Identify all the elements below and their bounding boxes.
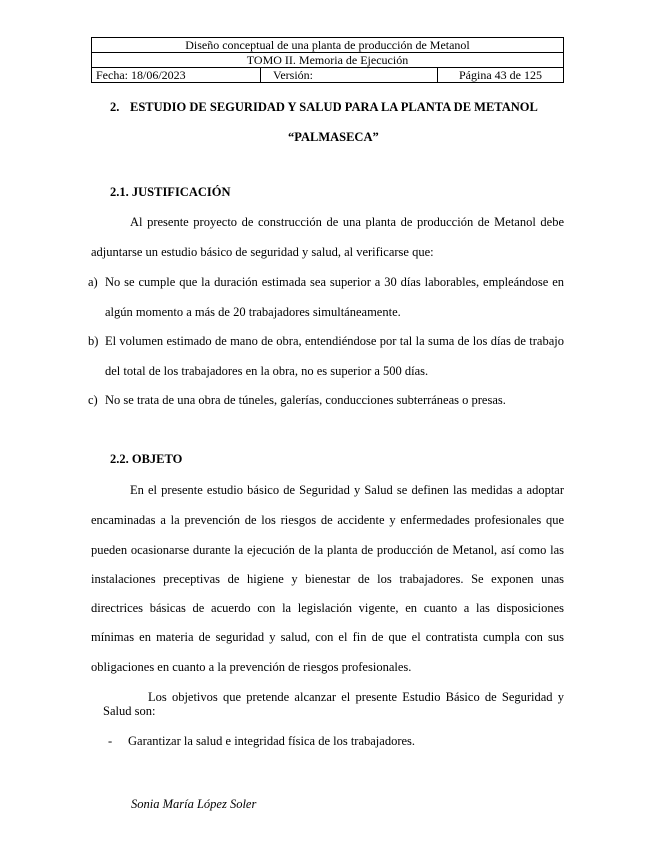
- bullet-item: Garantizar la salud e integridad física de los trabajadores.: [128, 734, 416, 748]
- header-date: Fecha: 18/06/2023: [92, 68, 261, 83]
- footer-author: Sonia María López Soler: [131, 797, 257, 811]
- list-item-a-line1: No se cumple que la duración estimada sea superior a 30 días laborables, empleándose en: [105, 275, 564, 289]
- list-item-a-line2: algún momento a más de 20 trabajadores simultáneamente.: [105, 305, 401, 319]
- section-title-line1: ESTUDIO DE SEGURIDAD Y SALUD PARA LA PLANTA DE METANOL: [130, 100, 538, 114]
- objeto-line: encaminadas a la prevención de los riesgos de accidente y enfermedades profesionales que: [91, 513, 564, 527]
- section-number: 2.: [110, 100, 120, 114]
- list-marker-b: b): [88, 334, 99, 348]
- justificacion-intro-line1: Al presente proyecto de construcción de una planta de producción de Metanol debe: [130, 215, 564, 229]
- objeto-line: En el presente estudio básico de Seguridad y Salud se definen las medidas a adoptar: [130, 483, 564, 497]
- objeto-line: pueden ocasionarse durante la ejecución de la planta de producción de Metanol, así como las: [91, 543, 564, 557]
- objeto-line: directrices básicas de acuerdo con la legislación vigente, en cuanto a las disposiciones: [91, 601, 564, 615]
- list-item-b-line1: El volumen estimado de mano de obra, entendiéndose por tal la suma de los días de trabajo: [105, 334, 564, 348]
- objectives-line2: Salud son:: [103, 704, 156, 718]
- objeto-line: instalaciones preceptivas de higiene y bienestar de los trabajadores. Se exponen unas: [91, 572, 564, 586]
- objectives-line1: Los objetivos que pretende alcanzar el presente Estudio Básico de Seguridad y: [148, 690, 564, 704]
- document-header: [91, 37, 564, 83]
- list-item-b-line2: del total de los trabajadores en la obra, no es superior a 500 días.: [105, 364, 429, 378]
- section-title-line2: “PALMASECA”: [288, 130, 379, 144]
- header-page: Página 43 de 125: [438, 68, 564, 83]
- justificacion-intro-line2: adjuntarse un estudio básico de seguridad y salud, al verificarse que:: [91, 245, 434, 259]
- header-title: Diseño conceptual de una planta de producción de Metanol: [92, 38, 564, 53]
- header-volume: TOMO II. Memoria de Ejecución: [92, 53, 564, 68]
- justificacion-heading: 2.1. JUSTIFICACIÓN: [110, 185, 231, 199]
- objeto-heading: 2.2. OBJETO: [110, 452, 183, 466]
- list-marker-a: a): [88, 275, 98, 289]
- bullet-marker: -: [108, 734, 113, 748]
- objeto-line: mínimas en materia de seguridad y salud, con el fin de que el contratista cumpla con sus: [91, 630, 564, 644]
- header-version: Versión:: [261, 68, 438, 83]
- list-item-c-line1: No se trata de una obra de túneles, galerías, conducciones subterráneas o presas.: [105, 393, 506, 407]
- list-marker-c: c): [88, 393, 98, 407]
- objeto-line: obligaciones en cuanto a la prevención de riesgos profesionales.: [91, 660, 412, 674]
